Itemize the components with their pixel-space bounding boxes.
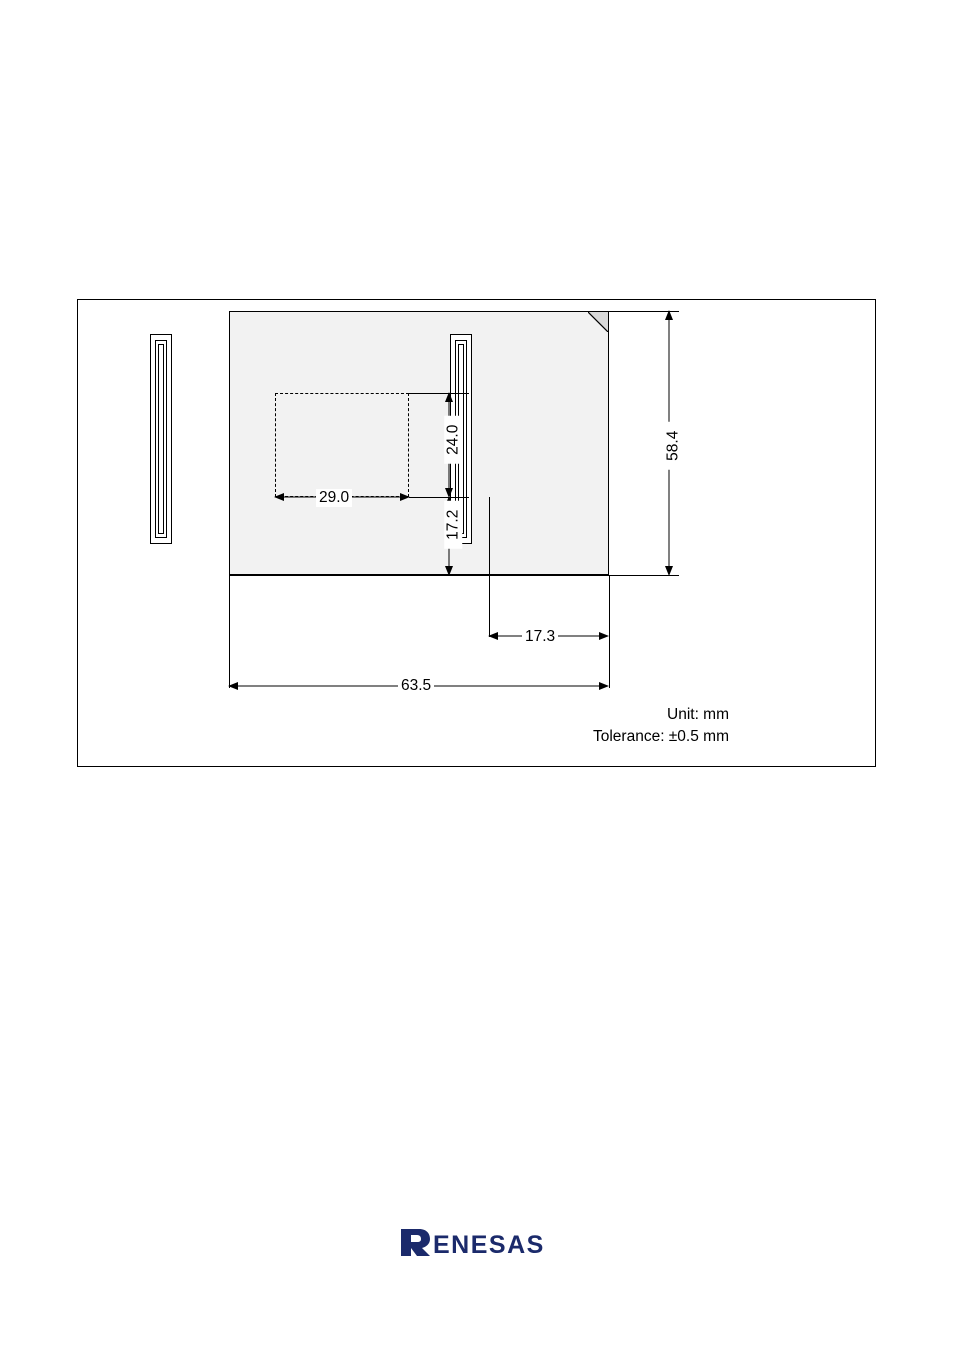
note-unit: Unit: mm: [667, 706, 729, 723]
renesas-logo-icon: [397, 1225, 557, 1259]
renesas-logo: [397, 1225, 557, 1259]
dimension-label-29-0: 29.0: [316, 489, 352, 507]
dimension-label-63-5: 63.5: [398, 677, 434, 695]
dimension-label-24-0: 24.0: [444, 416, 462, 464]
figure-notes: [593, 704, 729, 749]
figure-frame: [77, 299, 876, 767]
dimension-label-17-3: 17.3: [522, 628, 558, 646]
svg-text:ENESAS: ENESAS: [433, 1231, 545, 1259]
dimension-lines-layer: [77, 299, 876, 767]
note-tolerance: Tolerance: ±0.5 mm: [592, 728, 729, 746]
dimension-label-17-2: 17.2: [444, 501, 462, 549]
dimension-label-58-4: 58.4: [664, 422, 682, 470]
footer: [0, 1225, 954, 1264]
